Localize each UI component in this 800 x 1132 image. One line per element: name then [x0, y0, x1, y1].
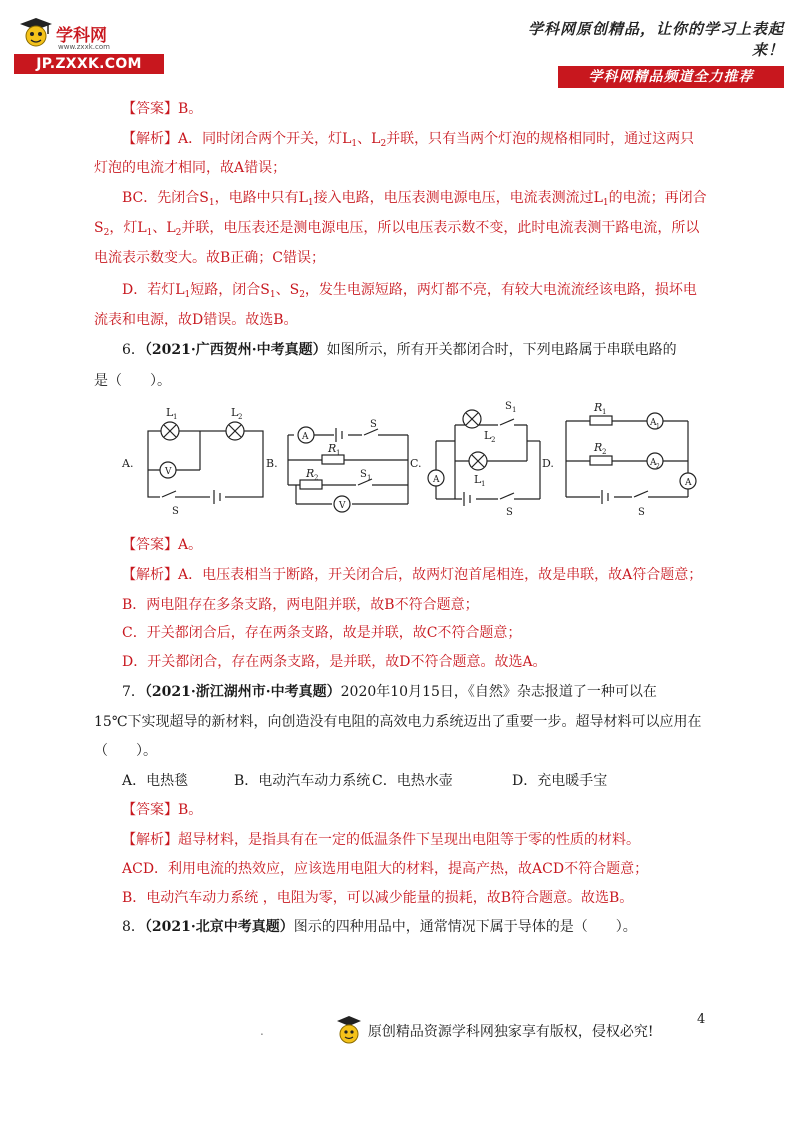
resistor-label: R	[328, 442, 337, 455]
q5-answer	[122, 99, 202, 119]
header-slogan: 学科网原创精品，让你的学习上表起来！	[527, 20, 784, 59]
q7-option-b: B．电动汽车动力系统	[234, 773, 371, 789]
svg-text:2: 2	[314, 474, 319, 482]
svg-text:1: 1	[512, 406, 517, 414]
analysis-tag: 【解析】	[122, 131, 178, 147]
svg-text:1: 1	[367, 474, 372, 482]
footer-dot: .	[260, 1024, 264, 1038]
q5-analysis-line-6: D．若灯$L_1$短路，闭合$S_1$、$S_2$，发生电源短路，两灯都不亮，有较大电流流经该电路，损坏电	[122, 282, 697, 300]
footer-copyright: 原创精品资源学科网独家享有版权，侵权必究!	[367, 1024, 654, 1040]
svg-text:1: 1	[602, 408, 607, 416]
switch-label: S	[505, 401, 512, 412]
svg-text:2: 2	[602, 448, 607, 456]
q7-analysis-line-3: B．电动汽车动力系统 ，电阻为零，可以减少能量的损耗，故B符合题意。故选B。	[122, 890, 634, 906]
svg-text:1: 1	[173, 413, 178, 421]
resistor-label: R	[306, 467, 315, 480]
q6-stem-line-1: 6．（2021·广西贺州·中考真题）如图所示，所有开关都闭合时，下列电路属于串联电路的	[122, 342, 677, 358]
q5-analysis-line-4: $S_2$，灯$L_1$、$L_2$并联，电压表还是测电源电压，所以电压表示数不变，此时电流表测干路电流，所以	[94, 220, 700, 238]
question-number: 7．	[122, 684, 145, 700]
footer	[260, 1014, 653, 1048]
fig-label-c: C.	[410, 457, 422, 470]
q6-analysis-line-2: B．两电阻存在多条支路，两电阻并联，故B不符合题意；	[122, 597, 479, 613]
question-source: （2021·广西贺州·中考真题）	[144, 342, 327, 358]
q5-analysis-line-5: 电流表示数变大。故B正确；C错误；	[94, 250, 325, 266]
logo-url: www.zxxk.com	[58, 43, 110, 51]
fig-label-d: D.	[542, 457, 554, 470]
q6-analysis-line-3: C．开关都闭合后，存在两条支路，故是并联，故C不符合题意；	[122, 625, 522, 641]
q7-stem-line-1: 7．（2021·浙江湖州市·中考真题）2020年10月15日，《自然》杂志报道了一种可以在	[122, 684, 657, 700]
q7-stem-line-2: 15℃下实现超导的新材料，向创造没有电阻的高效电力系统迈出了重要一步。超导材料可以应用在	[94, 714, 702, 730]
ammeter-symbol: A	[302, 432, 309, 442]
q6-analysis-line-4: D．开关都闭合，存在两条支路，是并联，故D不符合题意。故选A。	[122, 654, 547, 670]
resistor-label: R	[594, 441, 603, 454]
svg-text:1: 1	[336, 449, 341, 457]
circuit-figures	[120, 397, 705, 522]
q5-analysis-line-7: 流表和电源，故D错误。故选B。	[94, 312, 298, 328]
q5-analysis-line-3: BC．先闭合$S_1$，电路中只有$L_1$接入电路，电压表测电源电压，电流表测流过$L_1$的电流；再闭合	[122, 190, 707, 208]
page-number: 4	[697, 1012, 706, 1027]
lamp-label: L	[484, 429, 492, 442]
switch-label: S	[360, 469, 367, 480]
svg-text:2: 2	[238, 413, 243, 421]
circuit-a	[148, 422, 263, 504]
fig-label-b: B.	[266, 457, 278, 470]
lamp-label: L	[474, 473, 482, 486]
logo-name: 学科网	[56, 25, 107, 46]
switch-label: S	[638, 507, 645, 518]
question-number: 8．	[122, 919, 145, 935]
circuit-diagrams	[120, 397, 705, 522]
logo-domain-bar: JP.ZXXK.COM	[14, 54, 164, 74]
analysis-tag: 【解析】	[122, 567, 178, 583]
answer-tag: 【答案】	[122, 101, 178, 117]
question-source: （2021·北京中考真题）	[144, 919, 294, 935]
circuit-d	[566, 413, 696, 504]
q6-answer	[122, 535, 202, 555]
fig-label-a: A.	[122, 457, 134, 470]
ammeter-symbol: A	[650, 458, 657, 468]
answer-value: B。	[178, 802, 203, 818]
question-source: （2021·浙江湖州市·中考真题）	[144, 684, 341, 700]
resistor-label: R	[594, 401, 603, 414]
q7-option-c: C．电热水壶	[372, 773, 453, 789]
lamp-label: L	[231, 406, 239, 419]
lamp-label: L	[166, 406, 174, 419]
mascot-icon	[14, 16, 54, 50]
svg-text:2: 2	[491, 436, 496, 444]
q6-analysis-line-1: 【解析】A．电压表相当于断路，开关闭合后，故两灯泡首尾相连，故是串联，故A符合题意；	[122, 567, 703, 583]
q7-answer	[122, 800, 202, 820]
question-number: 6．	[122, 342, 145, 358]
ammeter-symbol: A	[685, 478, 692, 488]
switch-label: S	[172, 506, 179, 517]
switch-label: S	[370, 419, 377, 430]
channel-banner[interactable]: 学科网精品频道全力推荐	[558, 66, 784, 88]
circuit-c	[428, 410, 540, 506]
site-logo[interactable]	[14, 16, 164, 74]
q7-analysis-line-1: 【解析】超导材料，是指具有在一定的低温条件下呈现出电阻等于零的性质的材料。	[122, 832, 640, 848]
q5-analysis-line-2: 灯泡的电流才相同，故A错误；	[94, 160, 287, 176]
svg-text:2: 2	[656, 463, 660, 470]
analysis-tag: 【解析】	[122, 832, 178, 848]
q7-option-d: D．充电暖手宝	[512, 773, 608, 789]
q7-stem-line-3: （ ）。	[94, 743, 157, 759]
answer-tag: 【答案】	[122, 802, 178, 818]
answer-value: A。	[178, 537, 203, 553]
q6-stem-line-2: 是（ ）。	[94, 373, 171, 389]
svg-text:1: 1	[481, 480, 486, 488]
header-slogan-block	[504, 18, 784, 88]
answer-tag: 【答案】	[122, 537, 178, 553]
voltmeter-symbol: V	[165, 467, 172, 477]
svg-text:1: 1	[656, 423, 660, 430]
q5-analysis-line-1: 【解析】A．同时闭合两个开关，灯$L_1$、$L_2$并联，只有当两个灯泡的规格相同时，通过这两只	[122, 131, 695, 149]
answer-value: B。	[178, 101, 203, 117]
q7-analysis-line-2: ACD．利用电流的热效应，应该选用电阻大的材料，提高产热，故ACD不符合题意；	[122, 861, 649, 877]
ammeter-symbol: A	[433, 475, 440, 485]
ammeter-symbol: A	[650, 418, 657, 428]
mascot-icon	[334, 1014, 364, 1048]
q7-option-a: A．电热毯	[122, 773, 189, 789]
q8-stem: 8．（2021·北京中考真题）图示的四种用品中，通常情况下属于导体的是（ ）。	[122, 919, 637, 935]
switch-label: S	[506, 507, 513, 518]
voltmeter-symbol: V	[339, 501, 346, 511]
